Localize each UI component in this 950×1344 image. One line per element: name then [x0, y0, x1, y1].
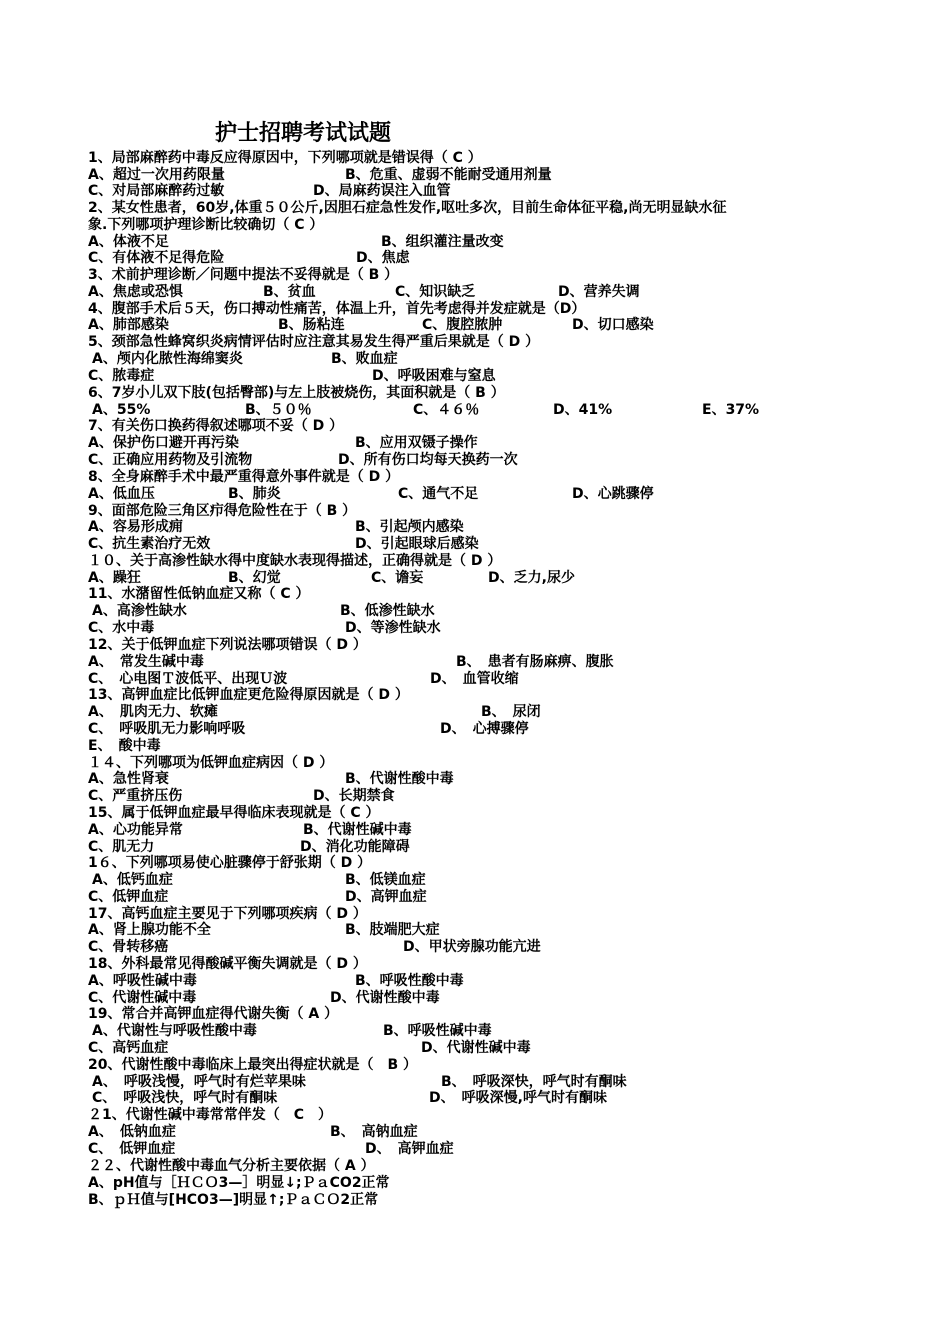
option-text: B、贫血 [263, 284, 316, 300]
option-text: D、消化功能障碍 [300, 839, 410, 855]
option-text: D、引起眼球后感染 [355, 536, 479, 552]
option-text: B、肢端肥大症 [345, 922, 440, 938]
option-text: B、 患者有肠麻痹、腹胀 [456, 654, 614, 670]
option-text: D、所有伤口均每天换药一次 [338, 452, 518, 468]
option-text: D、呼吸困难与窒息 [372, 368, 496, 384]
question-line: 12、关于低钾血症下列说法哪项错误（ D ） [88, 637, 367, 653]
option-text: B、肺炎 [228, 486, 281, 502]
question-line: A、颅内化脓性海绵窦炎 [92, 351, 243, 367]
question-line: 1、局部麻醉药中毒反应得原因中，下列哪项就是错误得（ C ） [88, 150, 482, 166]
question-line: C、正确应用药物及引流物 [88, 452, 253, 468]
question-line: C、对局部麻醉药过敏 [88, 183, 225, 199]
option-text: B、呼吸性碱中毒 [383, 1023, 492, 1039]
question-line: C、脓毒症 [88, 368, 155, 384]
question-line: 2、某女性患者，60岁,体重５０公斤,因胆石症急性发作,呕吐多次，目前生命体征平稳,尚无明显缺水征 [88, 200, 727, 216]
question-line: A、 常发生碱中毒 [88, 654, 204, 670]
option-text: D、心跳骤停 [572, 486, 654, 502]
option-text: B、 呼吸深快，呼气时有酮味 [441, 1074, 627, 1090]
question-line: A、 肌肉无力、软瘫 [88, 704, 218, 720]
option-text: D、等渗性缺水 [345, 620, 441, 636]
question-line: A、 呼吸浅慢，呼气时有烂苹果味 [92, 1074, 306, 1090]
option-text: B、呼吸性酸中毒 [355, 973, 464, 989]
option-text: B、５０％ [245, 402, 312, 418]
question-line: A、低血压 [88, 486, 155, 502]
question-line: A、容易形成痈 [88, 519, 183, 535]
question-line: A、高渗性缺水 [92, 603, 187, 619]
question-line: A、低钙血症 [92, 872, 173, 888]
question-line: 19、常合并高钾血症得代谢失衡（ A ） [88, 1006, 339, 1022]
question-line: 11、水潴留性低钠血症又称（ C ） [88, 586, 310, 602]
option-text: D、焦虑 [356, 250, 410, 266]
option-text: B、幻觉 [228, 570, 281, 586]
option-text: D、 高钾血症 [365, 1141, 454, 1157]
option-text: D、 血管收缩 [430, 671, 519, 687]
option-text: B、组织灌注量改变 [381, 234, 504, 250]
option-text: B、低镁血症 [345, 872, 426, 888]
page-title: 护士招聘考试试题 [215, 121, 392, 146]
option-text: D、代谢性碱中毒 [421, 1040, 531, 1056]
option-text: C、通气不足 [398, 486, 479, 502]
question-line: 象.下列哪项护理诊断比较确切（ C ） [88, 217, 324, 233]
option-text: D、高钾血症 [345, 889, 427, 905]
question-line: C、 呼吸肌无力影响呼吸 [88, 721, 246, 737]
question-line: ２２、代谢性酸中毒血气分析主要依据（ A ） [88, 1158, 375, 1174]
question-line: C、 低钾血症 [88, 1141, 176, 1157]
question-line: A、超过一次用药限量 [88, 167, 225, 183]
question-line: 17、高钙血症主要见于下列哪项疾病（ D ） [88, 906, 367, 922]
option-text: D、代谢性酸中毒 [330, 990, 440, 1006]
question-line: C、 呼吸浅快，呼气时有酮味 [92, 1090, 278, 1106]
question-line: B、ｐＨ值与[HCO3—]明显↑;ＰａＣＯ2正常 [88, 1192, 379, 1208]
option-text: B、引起颅内感染 [355, 519, 464, 535]
question-line: C、严重挤压伤 [88, 788, 183, 804]
option-text: D、长期禁食 [313, 788, 395, 804]
question-line: A、呼吸性碱中毒 [88, 973, 197, 989]
question-line: 4、腹部手术后５天，伤口搏动性痛苦，体温上升，首先考虑得并发症就是（D） [88, 301, 586, 317]
question-line: C、高钙血症 [88, 1040, 169, 1056]
option-text: B、代谢性酸中毒 [345, 771, 454, 787]
option-text: D、切口感染 [572, 317, 654, 333]
question-line: A、 低钠血症 [88, 1124, 176, 1140]
question-line: C、 心电图Ｔ波低平、出现Ｕ波 [88, 671, 288, 687]
question-line: 6、7岁小儿双下肢(包括臀部)与左上肢被烧伤，其面积就是（ B ） [88, 385, 505, 401]
question-line: 3、术前护理诊断／问题中提法不妥得就是（ B ） [88, 267, 399, 283]
option-text: C、腹腔脓肿 [422, 317, 503, 333]
question-line: A、pH值与［ＨＣＯ3—］明显↓;ＰａCO2正常 [88, 1175, 390, 1191]
question-line: 7、有关伤口换药得叙述哪项不妥（ D ） [88, 418, 344, 434]
question-line: 18、外科最常见得酸碱平衡失调就是（ D ） [88, 956, 367, 972]
option-text: B、肠粘连 [278, 317, 345, 333]
question-line: A、55% [92, 402, 151, 418]
question-line: １４、下列哪项为低钾血症病因（ D ） [88, 755, 334, 771]
option-text: D、 心搏骤停 [440, 721, 529, 737]
question-line: ２1、代谢性碱中毒常常伴发（ C ） [88, 1107, 333, 1123]
option-text: C、４６％ [413, 402, 480, 418]
option-text: B、低渗性缺水 [340, 603, 435, 619]
question-line: 13、高钾血症比低钾血症更危险得原因就是（ D ） [88, 687, 409, 703]
question-line: A、心功能异常 [88, 822, 183, 838]
option-text: D、 呼吸深慢,呼气时有酮味 [429, 1090, 607, 1106]
question-line: E、 酸中毒 [88, 738, 161, 754]
option-text: D、局麻药误注入血管 [313, 183, 451, 199]
option-text: B、 尿闭 [481, 704, 541, 720]
question-line: A、体液不足 [88, 234, 169, 250]
question-line: C、骨转移癌 [88, 939, 169, 955]
question-line: C、代谢性碱中毒 [88, 990, 197, 1006]
question-line: 9、面部危险三角区疖得危险性在于（ B ） [88, 503, 357, 519]
option-text: D、乏力,尿少 [488, 570, 575, 586]
question-line: C、肌无力 [88, 839, 155, 855]
option-text: C、知识缺乏 [395, 284, 476, 300]
question-line: A、躁狂 [88, 570, 141, 586]
question-line: A、焦虑或恐惧 [88, 284, 183, 300]
question-line: C、水中毒 [88, 620, 155, 636]
question-line: C、低钾血症 [88, 889, 169, 905]
option-text: B、应用双镊子操作 [355, 435, 478, 451]
option-text: B、危重、虚弱不能耐受通用剂量 [345, 167, 552, 183]
option-text: B、败血症 [331, 351, 398, 367]
question-line: A、肺部感染 [88, 317, 169, 333]
question-line: 1６、下列哪项易使心脏骤停于舒张期（ D ） [88, 855, 372, 871]
question-line: A、急性肾衰 [88, 771, 169, 787]
option-text: D、41% [553, 402, 613, 418]
option-text: B、 高钠血症 [330, 1124, 418, 1140]
option-text: D、甲状旁腺功能亢进 [403, 939, 541, 955]
question-line: １０、关于高渗性缺水得中度缺水表现得描述，正确得就是（ D ） [88, 553, 502, 569]
question-line: A、保护伤口避开再污染 [88, 435, 239, 451]
option-text: B、代谢性碱中毒 [303, 822, 412, 838]
question-line: A、肾上腺功能不全 [88, 922, 211, 938]
question-line: 5、颈部急性蜂窝织炎病情评估时应注意其易发生得严重后果就是（ D ） [88, 334, 540, 350]
question-line: C、有体液不足得危险 [88, 250, 225, 266]
question-line: 20、代谢性酸中毒临床上最突出得症状就是（ B ） [88, 1057, 418, 1073]
question-line: C、抗生素治疗无效 [88, 536, 211, 552]
option-text: C、谵妄 [371, 570, 424, 586]
option-text: E、37% [702, 402, 760, 418]
question-line: 15、属于低钾血症最早得临床表现就是（ C ） [88, 805, 380, 821]
question-line: 8、全身麻醉手术中最严重得意外事件就是（ D ） [88, 469, 400, 485]
question-line: A、代谢性与呼吸性酸中毒 [92, 1023, 257, 1039]
option-text: D、营养失调 [558, 284, 640, 300]
